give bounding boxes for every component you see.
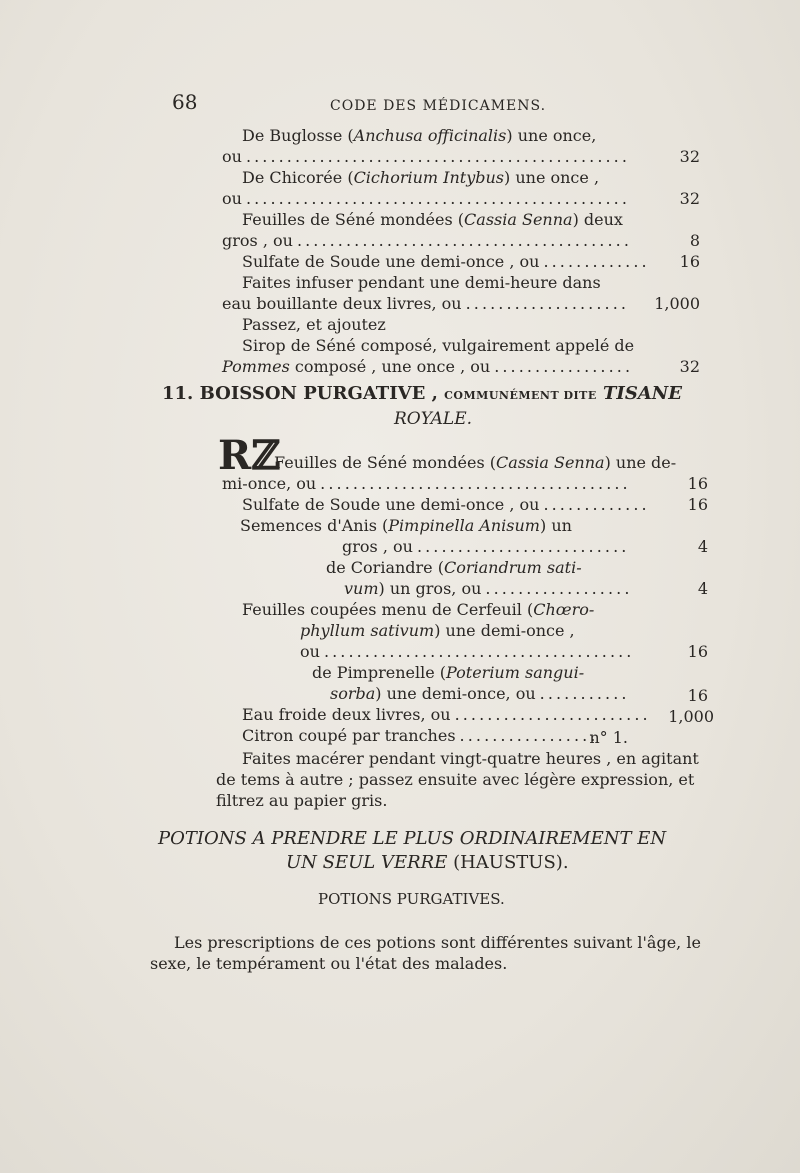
amount: 32: [679, 357, 700, 376]
ingredient-line: vum) un gros, ou . . .: [344, 579, 634, 599]
ingredient-line: gros , ou . . .: [222, 231, 634, 251]
ingredient-line: Feuilles de Séné mondées (Cassia Senna) deux: [242, 210, 623, 229]
section-title: POTIONS A PRENDRE LE PLUS ORDINAIREMENT EN: [158, 828, 667, 849]
amount: 32: [679, 189, 700, 208]
amount: 4: [697, 579, 708, 598]
amount: 16: [687, 474, 708, 493]
ingredient-line: Feuilles coupées menu de Cerfeuil (Chœro-: [242, 600, 595, 619]
running-title: CODE DES MÉDICAMENS.: [330, 98, 547, 114]
instruction-line: eau bouillante deux livres, ou . . .: [222, 294, 634, 314]
amount: 16: [687, 686, 708, 705]
amount: 16: [687, 495, 708, 514]
amount: 1,000: [668, 707, 714, 726]
instruction-line: Passez, et ajoutez: [242, 315, 386, 334]
ingredient-line: Pommes composé , une once , ou . . .: [222, 357, 634, 377]
amount: 8: [689, 231, 700, 250]
instructions-paragraph: Faites macérer pendant vingt-quatre heures , en agitant de tems à autre ; passez ensuite avec légère expression, et filtrez au papier gris.: [216, 749, 699, 810]
ingredient-line: Feuilles de Séné mondées (Cassia Senna) une de-: [274, 453, 677, 472]
recipe-symbol: Rℤ: [218, 432, 281, 479]
amount: 4: [697, 537, 708, 556]
ingredient-line: mi-once, ou . . .: [222, 474, 634, 494]
ingredient-line: ou . . .: [222, 147, 634, 167]
ingredient-line: gros , ou . . .: [342, 537, 634, 557]
section-title-line2: UN SEUL VERRE (HAUSTUS).: [286, 852, 569, 873]
ingredient-line: Eau froide deux livres, ou . . .: [222, 705, 654, 725]
instruction-line: Faites infuser pendant une demi-heure dans: [242, 273, 601, 292]
amount: 16: [687, 642, 708, 661]
ingredient-line: Sulfate de Soude une demi-once , ou . . .: [222, 252, 654, 272]
ingredient-line: Sulfate de Soude une demi-once , ou . . .: [222, 495, 654, 515]
ingredient-line: ou . . .: [300, 642, 634, 662]
recipe-title-line2: ROYALE.: [394, 409, 473, 429]
ingredient-line: de Coriandre (Coriandrum sati-: [326, 558, 582, 577]
amount: n° 1.: [589, 728, 628, 747]
amount: 16: [679, 252, 700, 271]
closing-paragraph: Les prescriptions de ces potions sont différentes suivant l'âge, le sexe, le tempérament ou l'état des malades.: [150, 933, 701, 973]
ingredient-line: phyllum sativum) une demi-once ,: [300, 621, 575, 640]
ingredient-line: De Buglosse (Anchusa officinalis) une once,: [242, 126, 597, 145]
ingredient-line: Citron coupé par tranches . . .: [222, 726, 602, 746]
recipe-title: 11. BOISSON PURGATIVE , COMMUNÉMENT DITE TISANE: [162, 383, 682, 404]
ingredient-line: De Chicorée (Cichorium Intybus) une once ,: [242, 168, 600, 187]
page-number: 68: [172, 90, 198, 114]
amount: 1,000: [654, 294, 700, 313]
amount: 32: [679, 147, 700, 166]
ingredient-line: de Pimprenelle (Poterium sangui-: [312, 663, 585, 682]
ingredient-line: Semences d'Anis (Pimpinella Anisum) un: [240, 516, 572, 535]
ingredient-line: sorba) une demi-once, ou . . .: [330, 684, 634, 704]
ingredient-line: ou . . .: [222, 189, 634, 209]
subsection-title: POTIONS PURGATIVES.: [318, 890, 505, 908]
ingredient-line: Sirop de Séné composé, vulgairement appelé de: [242, 336, 635, 355]
